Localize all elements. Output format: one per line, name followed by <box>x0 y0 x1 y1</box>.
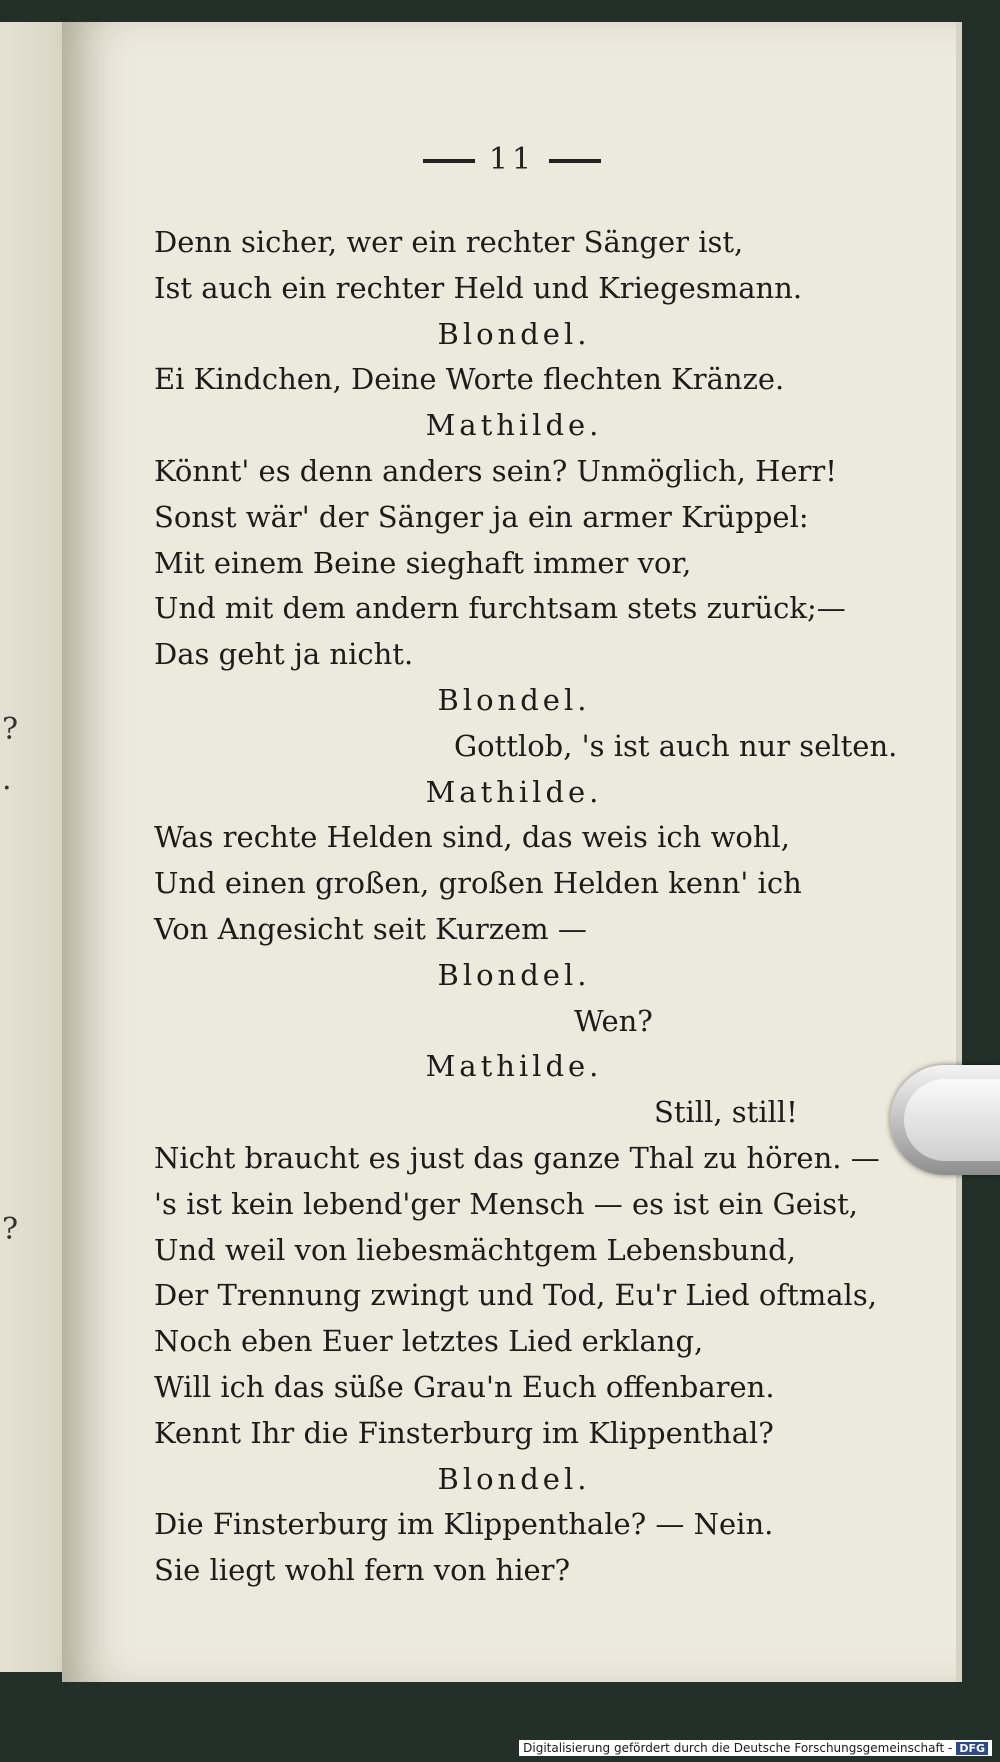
verse-line: Die Finsterburg im Klippenthale? — Nein. <box>154 1507 774 1542</box>
page-clip <box>890 1065 1000 1175</box>
verse-line: Und mit dem andern furchtsam stets zurück;— <box>154 591 846 626</box>
verse-line: Will ich das süße Grau'n Euch offenbaren. <box>154 1369 775 1404</box>
speaker-name: Mathilde. <box>425 408 603 443</box>
verse-line: Und weil von liebesmächtgem Lebensbund, <box>154 1232 796 1267</box>
speaker-name: Mathilde. <box>425 774 603 809</box>
verse-line: Noch eben Euer letztes Lied erklang, <box>154 1324 704 1359</box>
page-number: 11 <box>488 142 536 177</box>
verse-line: Von Angesicht seit Kurzem — <box>154 911 587 946</box>
header-dash-right <box>549 159 601 163</box>
dfg-logo-icon: DFG <box>956 1742 988 1755</box>
footer-credit <box>519 1740 992 1756</box>
verse-line: Nicht braucht es just das ganze Thal zu hören. — <box>154 1140 880 1175</box>
verse-line: Ist auch ein rechter Held und Kriegesmann. <box>154 270 803 305</box>
verse-line: Sie liegt wohl fern von hier? <box>154 1553 571 1588</box>
verse-line: Kennt Ihr die Finsterburg im Klippenthal? <box>154 1415 774 1450</box>
speaker-name: Blondel. <box>437 1461 591 1496</box>
verse-line: Der Trennung zwingt und Tod, Eu'r Lied oftmals, <box>154 1278 877 1313</box>
verse-line: Wen? <box>574 1003 653 1038</box>
verse-line: Mit einem Beine sieghaft immer vor, <box>154 545 692 580</box>
verse-line: 's ist kein lebend'ger Mensch — es ist ein Geist, <box>154 1186 858 1221</box>
left-margin-mark: ? <box>2 1212 19 1247</box>
verse-line: Könnt' es denn anders sein? Unmöglich, Herr! <box>154 453 837 488</box>
book-page <box>62 22 962 1682</box>
speaker-name: Blondel. <box>437 957 591 992</box>
speaker-name: Mathilde. <box>425 1049 603 1084</box>
verse-line: Ei Kindchen, Deine Worte flechten Kränze. <box>154 362 785 397</box>
verse-line: Sonst wär' der Sänger ja ein armer Krüppel: <box>154 499 809 534</box>
left-margin-mark: ? <box>2 712 19 747</box>
verse-line: Das geht ja nicht. <box>154 637 414 672</box>
page-number-header <box>62 142 962 177</box>
verse-line: Denn sicher, wer ein rechter Sänger ist, <box>154 225 744 259</box>
verse-line: Und einen großen, großen Helden kenn' ich <box>154 866 802 901</box>
verse-line: Gottlob, 's ist auch nur selten. <box>454 728 898 763</box>
verse-line: Was rechte Helden sind, das weis ich wohl, <box>154 820 791 855</box>
speaker-name: Blondel. <box>437 682 591 717</box>
speaker-name: Blondel. <box>437 316 591 351</box>
left-margin-mark: . <box>2 762 12 797</box>
text-block <box>154 220 914 1594</box>
header-dash-left <box>423 159 475 163</box>
footer-credit-text: Digitalisierung gefördert durch die Deutsche Forschungsgemeinschaft - <box>523 1741 953 1755</box>
verse-line: Still, still! <box>654 1095 798 1130</box>
